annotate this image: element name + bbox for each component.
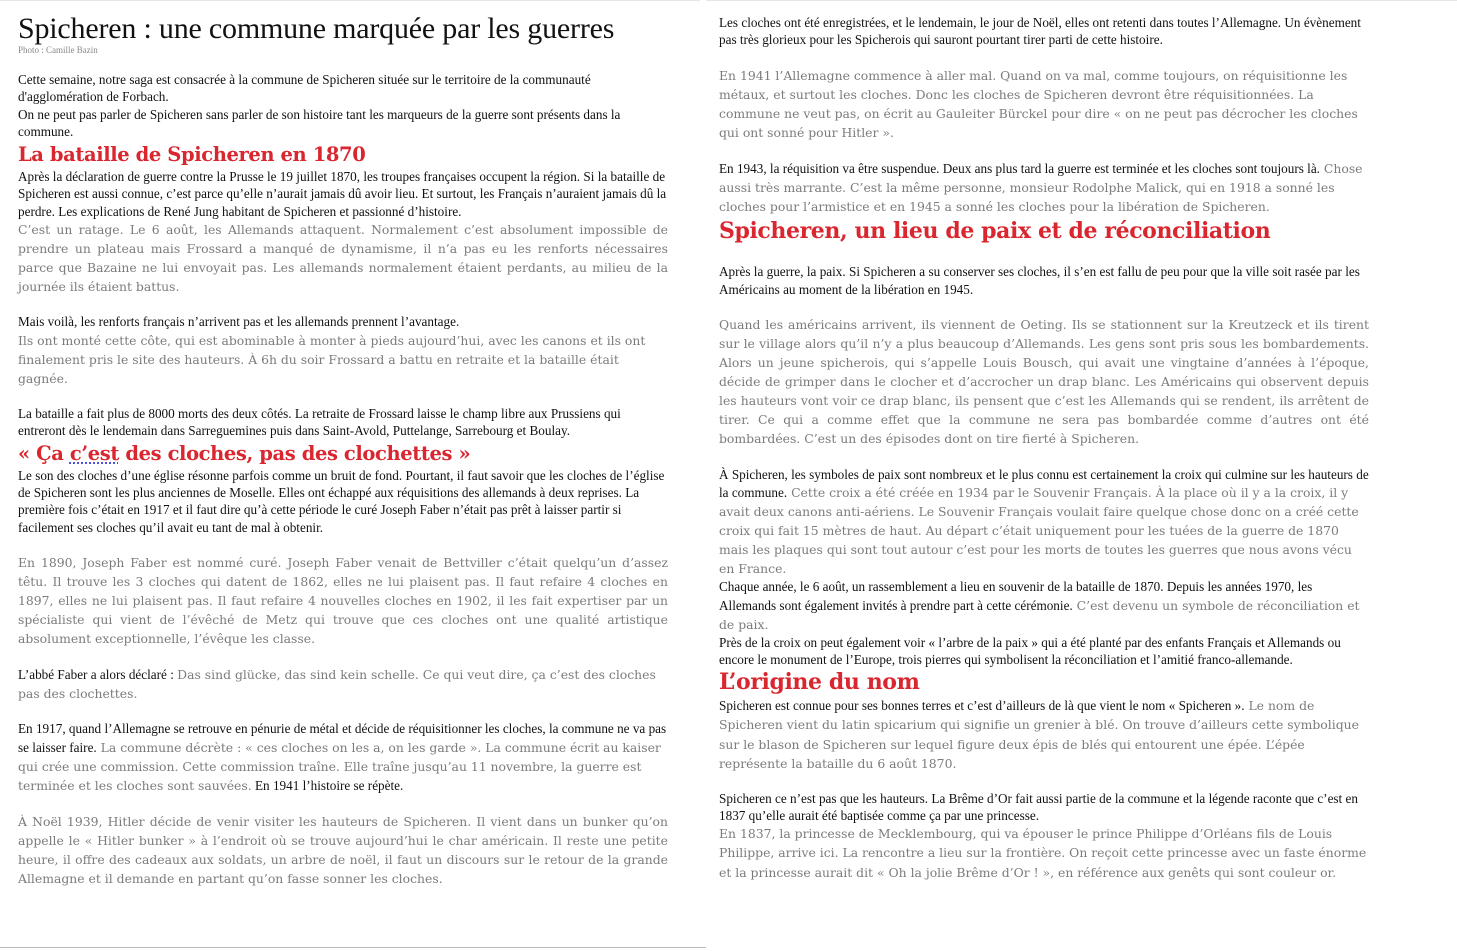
section2-paragraph-2 <box>18 665 668 703</box>
malick-quote: Chose aussi très marrante. C’est la même personne, monsieur Rodolphe Malick, qui en 1918 a sonné les cloches pour l’armistice et en 1945 a sonné les cloches pour la libération de Spicheren. <box>719 160 1363 215</box>
photo-credit: Photo : Camille Bazin <box>18 45 98 55</box>
history-repeats: En 1941 l’histoire se répète. <box>251 777 404 793</box>
article-column-left <box>18 0 668 888</box>
section1-paragraph-1: Après la déclaration de guerre contre la Prusse le 19 juillet 1870, les troupes françaises occupent la région. Si la bataille de Spicheren est aussi connue, c’est parce qu’elle n’aurait jamais dû avoir lieu. Et surtout, les Français n’auraient jamais dû la perdre. Les explications de René Jung habitant de Spicheren et passionné d’histoire. <box>18 169 667 219</box>
page-top-border-right <box>706 0 1457 1</box>
heading-part-2: des cloches, pas des clochettes » <box>118 441 471 465</box>
croix-quote: Cette croix a été créée en 1934 par le Souvenir Français. À la place où il y a la croix, il y avait deux canons anti-aériens. Le Souvenir Français voulait faire quelque chose donc on a créé cette croix qui fait 15 mètres de haut. Au départ c’était uniquement pour les tuées de la guerre de 1870 mais les plaques qui sont tout autour c’est pour les morts de toutes les guerres que nous avons vécu en France. <box>719 484 1359 577</box>
heading-part-1: « Ça <box>18 441 70 465</box>
section4-quote-1: En 1837, la princesse de Mecklembourg, qui va épouser le prince Philippe d’Orléans fils de Louis Philippe, arrive ici. La rencontre a lieu sur la frontière. On reçoit cette princesse avec un faste énorme et la princesse aurait dit « Oh la jolie Brême d’Or ! », en référence aux genêts qui sont couleur or. <box>719 826 1367 880</box>
section1-paragraph-2: Mais voilà, les renforts français n’arrivent pas et les allemands prennent l’avantage. <box>18 314 460 330</box>
spellcheck-flagged-word[interactable]: c’est <box>69 441 119 465</box>
nom-quote: Le nom de Spicheren vient du latin spicarium qui signifie un grenier à blé. On trouve d’ailleurs cette symbolique sur le blason de Spicheren sur lequel figure deux épis de blés qui entourent une épée. L’épée représente la bataille du 6 août 1870. <box>719 698 1359 771</box>
section-heading-origine: L’origine du nom <box>719 669 920 696</box>
section3-paragraph-1: Après la guerre, la paix. Si Spicheren a su conserver ses cloches, il s’en est fallu de peu pour que la ville soit rasée par les Américains au moment de la libération en 1945. <box>719 264 1360 297</box>
section1-quote-2: Ils ont monté cette côte, qui est abominable à monter à pieds aujourd’hui, avec les canons et ils ont finalement pris le site des hauteurs. À 6h du soir Frossard a battu en retraite et la bataille était gagnée. <box>18 332 646 386</box>
ceremonie-text: Chaque année, le 6 août, un rassemblement a lieu en souvenir de la bataille de 1870. Depuis les années 1970, les Allemands sont également invités à prendre part à cette cérémonie. <box>719 579 1313 613</box>
section2-paragraph-4: Les cloches ont été enregistrées, et le lendemain, le jour de Noël, elles ont retenti dans toutes l’Allemagne. Un évènement pas très glorieux pour les Spicherois qui sauront pourtant tirer parti de cette histoire. <box>719 15 1361 48</box>
commune-quote: La commune décrète : « ces cloches on les a, on les garde ». La commune écrit au kaiser qui crée une commission. Cette commission traîne. Elle traîne jusqu’au 11 novembre, la guerre est terminée et les cloches sont sauvées. <box>18 739 661 793</box>
reconciliation-quote: C’est devenu un symbole de réconciliation et de paix. <box>719 597 1360 632</box>
article-title: Spicheren : une commune marquée par les guerres <box>18 12 615 45</box>
faber-quote: Das sind glücke, das sind kein schelle. Ce qui veut dire, ça c’est des cloches pas des clochettes. <box>18 667 656 702</box>
requisition-1943: En 1943, la réquisition va être suspendue. Deux ans plus tard la guerre est terminée et les cloches sont toujours là. <box>719 160 1320 176</box>
section1-quote-1: C’est un ratage. Le 6 août, les Allemands attaquent. Normalement c’est absolument impossible de prendre un plateau mais Frossard a manqué de dynamisme, il n’a pas eu les renforts nécessaires parce que Bazaine ne lui envoyait pas. Les allemands normalement étaient perdants, au milieu de la journée ils étaient battus. <box>18 222 668 295</box>
page-bottom-border <box>0 947 706 948</box>
section2-quote-1: En 1890, Joseph Faber est nommé curé. Joseph Faber venait de Bettviller c’était quelqu’un d’assez têtu. Il trouve les 3 cloches qui datent de 1862, elles ne lui plaisent pas. Il faut refaire 4 cloches en 1897, elles ne lui plaisent pas. Il faut refaire 4 nouvelles cloches en 1902, il les fait expertiser par un spécialiste qui vient de l’évêché de Metz qui trouve que ces cloches ont une qualité artistique absolument exceptionnelle, l’évêque les classe. <box>18 554 668 647</box>
section3-paragraph-4: Près de la croix on peut également voir « l’arbre de la paix » qui a été planté par des enfants Français et Allemands ou encore le monument de l’Europe, trois pierres qui symbolisent la réconciliation et l’amitié franco-allemande. <box>719 634 1341 668</box>
article-column-right <box>719 14 1369 882</box>
section1-paragraph-3: La bataille a fait plus de 8000 morts des deux côtés. La retraite de Frossard laisse le champ libre aux Prussiens qui entreront dès le lendemain dans Sarreguemines puis dans Saint-Avold, Puttelange, Sarrebourg et Boulay. <box>18 406 621 439</box>
section-heading-paix: Spicheren, un lieu de paix et de réconciliation <box>719 218 1271 245</box>
intro-paragraph-2: On ne peut pas parler de Spicheren sans parler de son histoire tant les marqueurs de la guerre sont présents dans la commune. <box>18 106 621 139</box>
requisition-1917: En 1917, quand l’Allemagne se retrouve en pénurie de métal et décide de réquisitionner les cloches, la commune ne va pas se laisser faire. <box>18 721 667 755</box>
intro-paragraph-1: Cette semaine, notre saga est consacrée à la commune de Spicheren située sur le territoire de la communauté d'agglomération de Forbach. <box>18 72 591 105</box>
section3-paragraph-2 <box>719 466 1369 579</box>
section2-paragraph-3 <box>18 720 668 795</box>
croix-intro: À Spicheren, les symboles de paix sont nombreux et le plus connu est certainement la croix qui culmine sur les hauteurs de la commune. <box>719 466 1369 500</box>
section4-paragraph-1 <box>719 696 1369 772</box>
section3-paragraph-3 <box>719 578 1369 633</box>
faber-intro: L’abbé Faber a alors déclaré : <box>18 667 178 683</box>
section2-paragraph-1: Le son des cloches d’une église résonne parfois comme un bruit de fond. Pourtant, il faut savoir que les cloches de l’église de Spicheren sont les plus anciennes de Moselle. Elles ont échappé aux réquisitions des allemands à deux reprises. La première fois c’était en 1917 et il faut dire qu’à cette période le curé Joseph Faber n’était pas prêt à laisser partir si facilement ses cloches qu’il avait eu tant de mal à obtenir. <box>18 467 665 535</box>
section3-quote-1: Quand les américains arrivent, ils viennent de Oeting. Ils se stationnent sur la Kreutzeck et ils tirent sur le village alors qu’il n’y a plus beaucoup d’Allemands. Les gens sont pris sous les bombardements. Alors un jeune spicherois, qui s’appelle Louis Bousch, qui avait une vingtaine d’années à l’époque, décide de grimper dans le clocher et d’accrocher un drap blanc. Les Américains qui observent depuis les hauteurs vont voir ce drap blanc, ils pensent que c’est les Allemands qui se rendent, ils arrêtent de tirer. Ce qui a comme effet que la commune ne sera pas bombardée comme d’autres ont été bombardées. C’est un des épisodes dont on tire fierté à Spicheren. <box>719 316 1369 447</box>
section-heading-bataille: La bataille de Spicheren en 1870 <box>18 143 366 167</box>
section-heading-cloches <box>18 441 668 467</box>
section2-quote-3: En 1941 l’Allemagne commence à aller mal. Quand on va mal, comme toujours, on réquisitionne les métaux, et surtout les cloches. Donc les cloches de Spicheren devront être réquisitionnées. La commune ne veut pas, on écrit au Gauleiter Bürckel pour dire « on ne peut pas décrocher les cloches qui ont sonné pour Hitler ». <box>719 67 1358 140</box>
section2-paragraph-5 <box>719 159 1369 216</box>
nom-intro: Spicheren est connue pour ses bonnes terres et c’est d’ailleurs de là que vient le nom « Spicheren ». <box>719 698 1245 714</box>
section2-quote-2: À Noël 1939, Hitler décide de venir visiter les hauteurs de Spicheren. Il vient dans un bunker qu’on appelle le « Hitler bunker » à l’endroit où se trouve aujourd’hui le char américain. Il reste une petite heure, il offre des cadeaux aux soldats, un arbre de noël, il faut un discours sur le retour de la grande Allemagne et il demande en partant qu’on fasse sonner les cloches. <box>18 814 668 887</box>
section4-paragraph-2: Spicheren ce n’est pas que les hauteurs. La Brême d’Or fait aussi partie de la commune et la légende raconte que c’est en 1837 qu’elle aurait été baptisée comme ça par une princesse. <box>719 790 1358 824</box>
